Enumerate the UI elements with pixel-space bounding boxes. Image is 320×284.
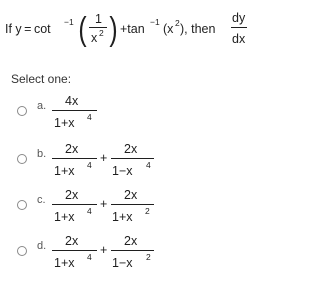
option-b-second-numerator: 2x [124,142,138,156]
derivative-fraction-bar [231,27,247,28]
option-c-second-denominator-exponent: 2 [145,206,150,216]
option-d-plus: + [100,243,108,257]
option-a-denominator: 1+x [54,116,75,130]
option-a-label: a. [37,100,47,112]
option-d-label: d. [37,240,47,252]
option-b-second-denominator-exponent: 4 [146,160,151,170]
option-c-first-denominator-exponent: 4 [87,206,92,216]
option-b-plus: + [100,151,108,165]
tan-argument-open: (x [163,22,174,36]
option-b-second-fraction-bar [111,158,154,159]
option-c-radio[interactable] [17,200,27,210]
option-a[interactable] [0,90,282,136]
option-b-first-fraction-bar [52,158,97,159]
tan-inverse-exponent: −1 [150,17,160,27]
option-c[interactable] [0,184,282,230]
fraction-bar [89,27,107,28]
option-d-first-denominator-exponent: 4 [87,252,92,262]
option-d-first-numerator: 2x [65,234,79,248]
option-c-second-denominator: 1+x [112,210,133,224]
cot-inverse-exponent: −1 [64,17,74,27]
option-b-first-numerator: 2x [65,142,79,156]
option-d-second-denominator: 1−x [112,256,133,270]
right-paren: ) [109,10,118,47]
question-prefix: If y = cot [5,22,51,36]
tan-argument-close: ), then [180,22,216,36]
option-b-second-denominator: 1−x [112,164,133,178]
option-c-second-fraction-bar [111,204,154,205]
option-d-first-denominator: 1+x [54,256,75,270]
option-b-label: b. [37,148,47,160]
option-c-plus: + [100,197,108,211]
option-a-numerator: 4x [65,94,79,108]
question-text [5,5,281,55]
option-c-second-numerator: 2x [124,188,138,202]
option-d-second-numerator: 2x [124,234,138,248]
option-b[interactable] [0,138,282,184]
option-d[interactable] [0,230,282,276]
fraction-denominator: x [91,31,98,45]
dx-denominator: dx [232,32,246,46]
tan-argument-exponent: 2 [175,18,180,28]
left-paren: ( [78,10,87,47]
option-c-label: c. [37,194,46,206]
option-d-radio[interactable] [17,246,27,256]
option-c-first-denominator: 1+x [54,210,75,224]
option-b-first-denominator: 1+x [54,164,75,178]
option-d-first-fraction-bar [52,250,97,251]
option-d-second-fraction-bar [111,250,154,251]
option-a-denominator-exponent: 4 [87,112,92,122]
option-c-first-numerator: 2x [65,188,79,202]
option-d-second-denominator-exponent: 2 [146,252,151,262]
option-a-radio[interactable] [17,106,27,116]
option-b-radio[interactable] [17,154,27,164]
option-c-first-fraction-bar [52,204,97,205]
dy-numerator: dy [232,11,246,25]
fraction-denominator-exponent: 2 [99,28,104,38]
option-b-first-denominator-exponent: 4 [87,160,92,170]
select-one-label: Select one: [11,72,72,86]
plus-tan: +tan [120,22,145,36]
option-a-fraction-bar [52,110,97,111]
fraction-numerator: 1 [95,12,102,26]
